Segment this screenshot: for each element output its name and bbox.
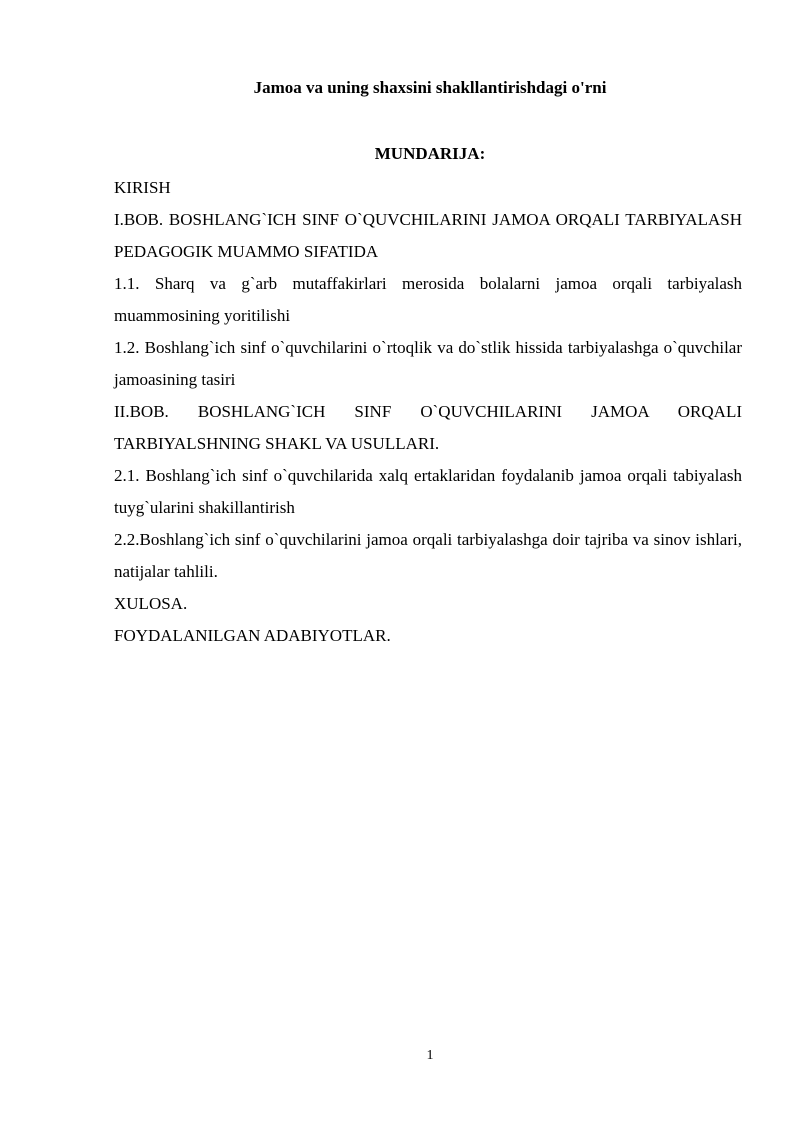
toc-entry-section-1-1: 1.1. Sharq va g`arb mutaffakirlari merosida bolalarni jamoa orqali tarbiyalash muammosining yoritilishi <box>114 274 742 325</box>
toc-entry-chapter-2: II.BOB. BOSHLANG`ICH SINF O`QUVCHILARINI JAMOA ORQALI TARBIYALSHNING SHAKL VA USULLARI. <box>114 402 742 453</box>
toc-entry-chapter-1: I.BOB. BOSHLANG`ICH SINF O`QUVCHILARINI JAMOA ORQALI TARBIYALASH PEDAGOGIK MUAMMO SIFATIDA <box>114 210 742 261</box>
toc-entry-section-2-2: 2.2.Boshlang`ich sinf o`quvchilarini jamoa orqali tarbiyalashga doir tajriba va sinov ishlari, natijalar tahlili. <box>114 530 742 581</box>
document-title: Jamoa va uning shaxsini shakllantirishdagi o'rni <box>253 78 607 97</box>
toc-entry-references: FOYDALANILGAN ADABIYOTLAR. <box>114 626 391 645</box>
toc-entry-introduction: KIRISH <box>114 178 171 197</box>
toc-entry-conclusion: XULOSA. <box>114 594 188 613</box>
page-number: 1 <box>426 1048 434 1063</box>
toc-entry-section-1-2: 1.2. Boshlang`ich sinf o`quvchilarini o`rtoqlik va do`stlik hissida tarbiyalashga o`quvchilar jamoasining tasiri <box>114 338 742 389</box>
table-of-contents <box>114 172 742 652</box>
toc-entry-section-2-1: 2.1. Boshlang`ich sinf o`quvchilarida xalq ertaklaridan foydalanib jamoa orqali tabiyalash tuyg`ularini shakillantirish <box>114 466 742 517</box>
toc-heading: MUNDARIJA: <box>374 144 486 163</box>
